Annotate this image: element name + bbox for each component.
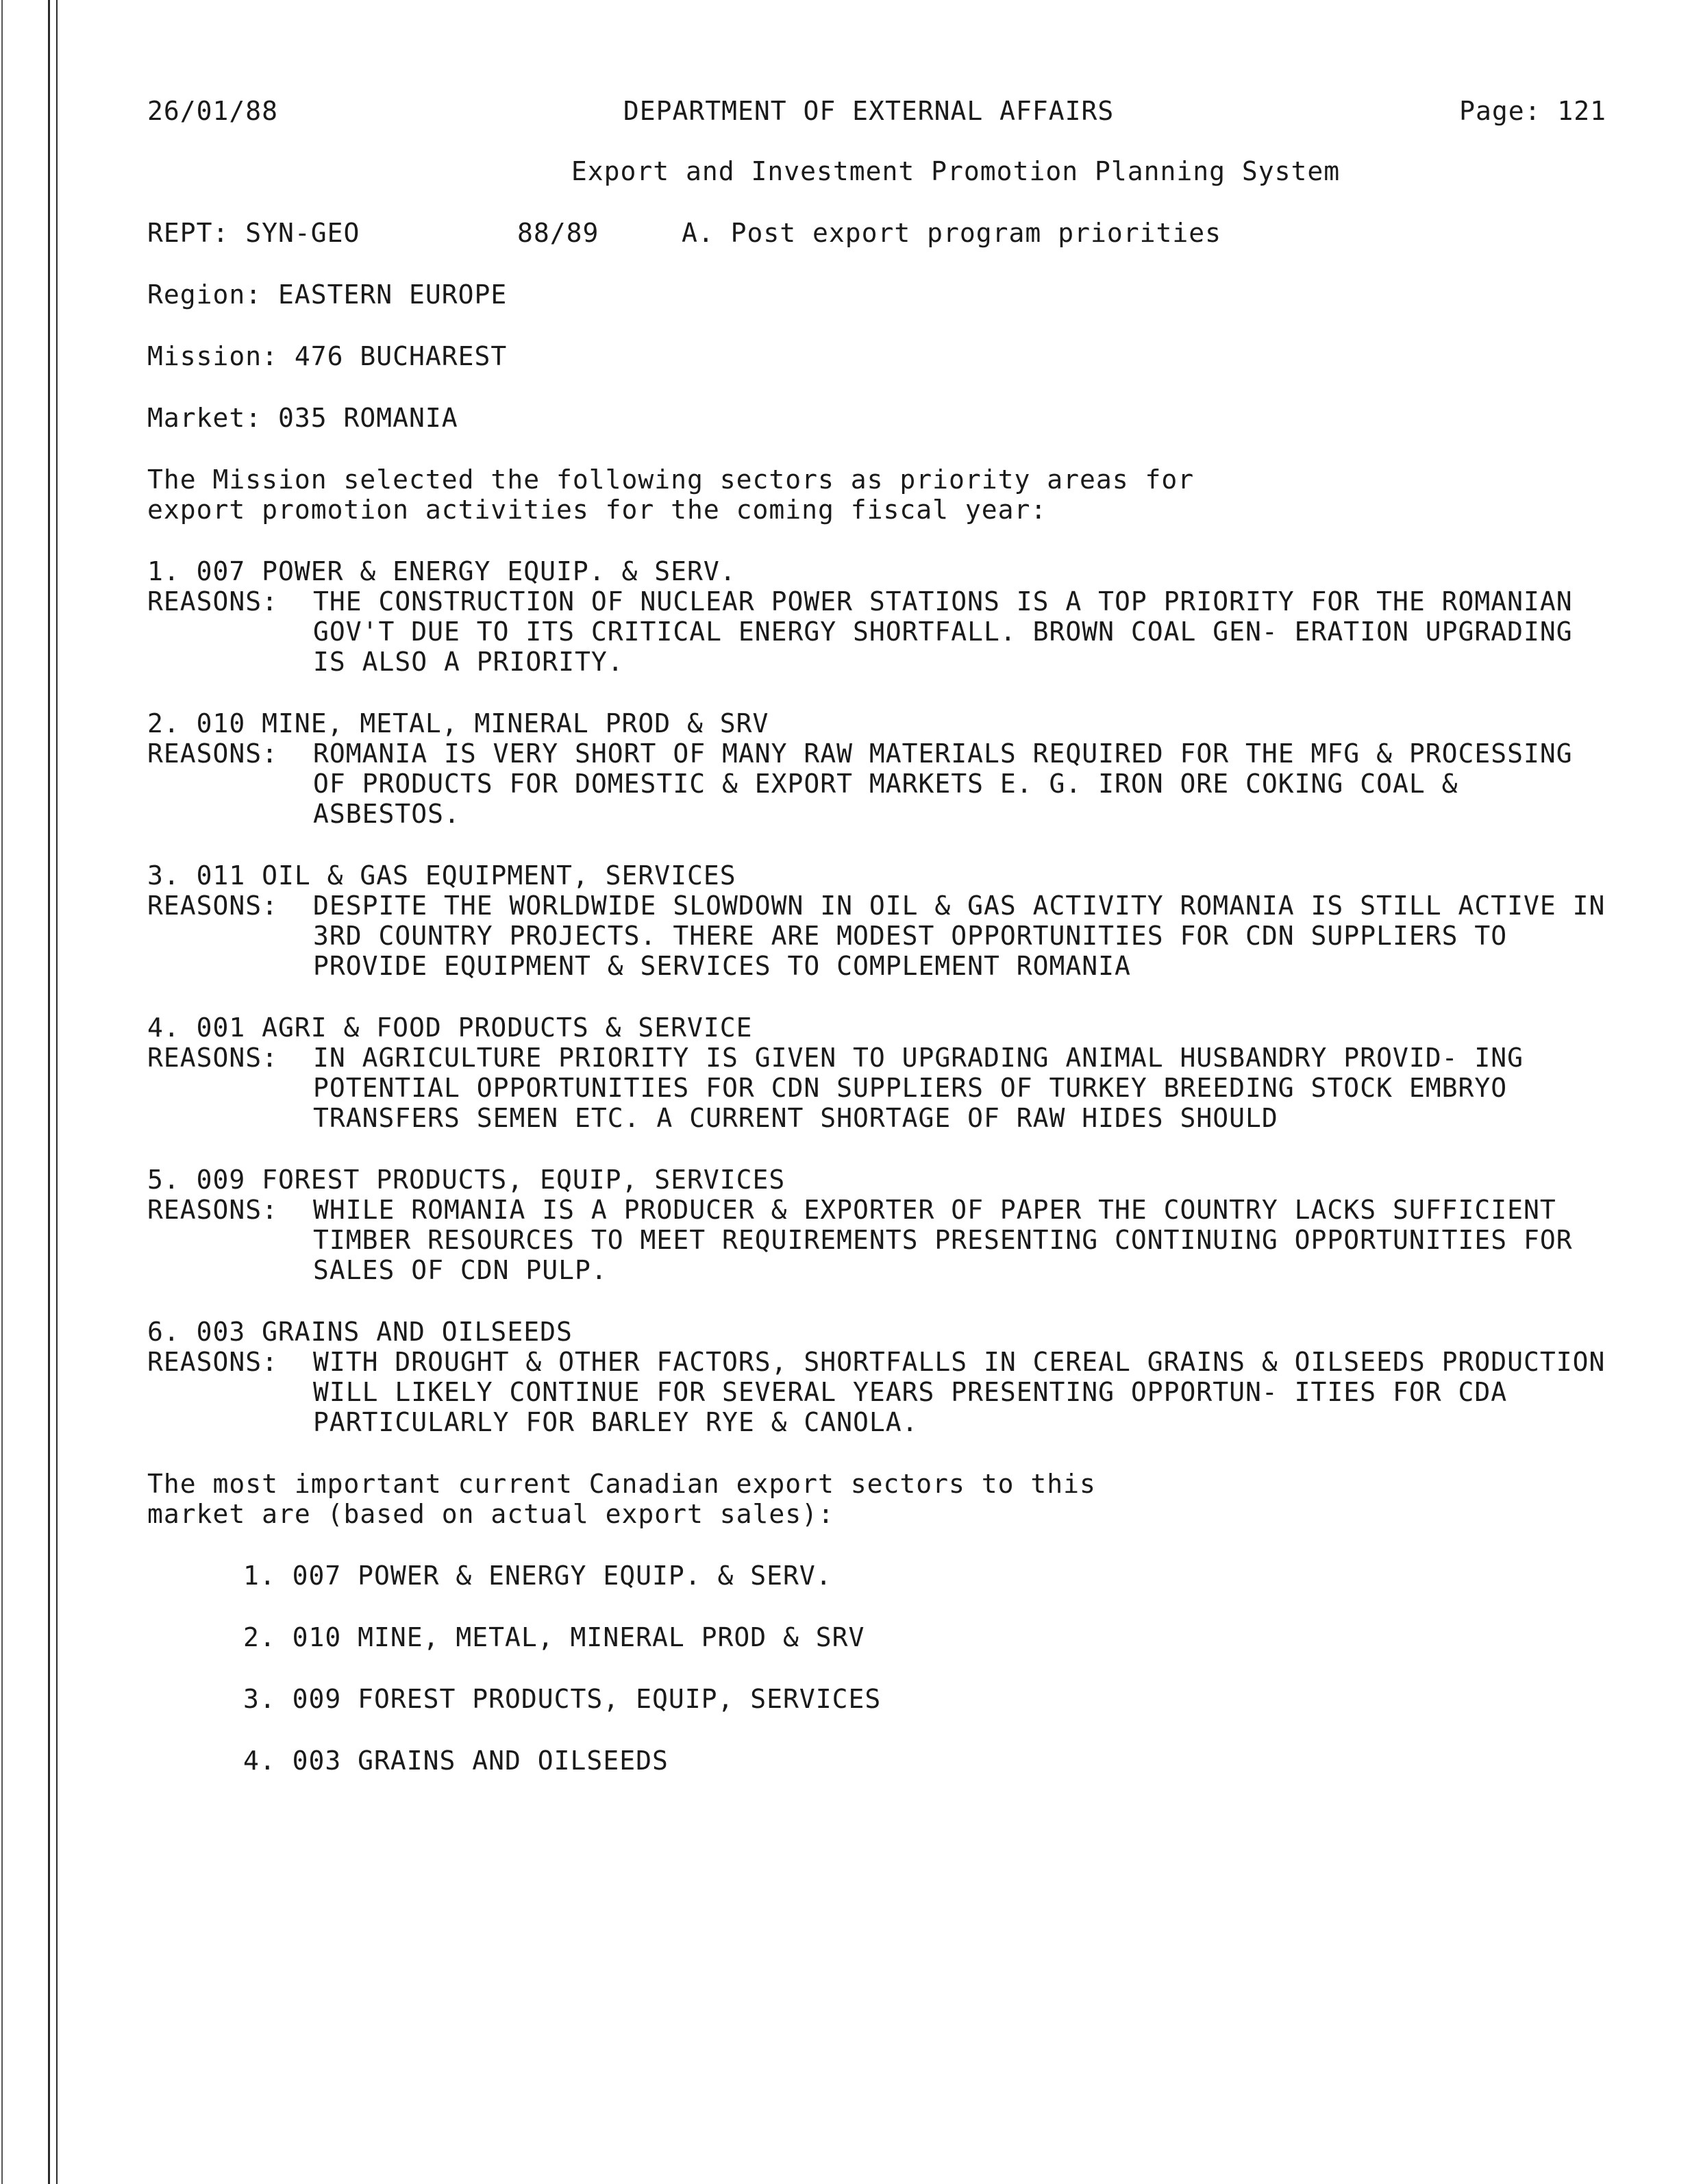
sector-reasons <box>147 1195 1606 1285</box>
report-line <box>147 218 1606 248</box>
reasons-label: REASONS: <box>147 586 279 617</box>
sector-list <box>147 556 1606 1437</box>
report-code: REPT: SYN-GEO <box>147 218 360 248</box>
sector-item <box>147 1317 1606 1437</box>
reasons-label: REASONS: <box>147 891 279 921</box>
market-field: Market: 035 ROMANIA <box>147 403 458 433</box>
department-title: DEPARTMENT OF EXTERNAL AFFAIRS <box>623 96 1115 126</box>
report-title: A. Post export program priorities <box>682 218 1221 248</box>
sector-item <box>147 708 1606 829</box>
export-sector-item: 2. 010 MINE, METAL, MINERAL PROD & SRV <box>243 1622 865 1652</box>
export-sector-list <box>147 1561 1606 1776</box>
binding-line <box>48 0 50 2184</box>
sector-title: 5. 009 FOREST PRODUCTS, EQUIP, SERVICES <box>147 1165 786 1195</box>
export-sector-item: 4. 003 GRAINS AND OILSEEDS <box>243 1746 669 1776</box>
export-sector-item: 3. 009 FOREST PRODUCTS, EQUIP, SERVICES <box>243 1684 882 1714</box>
page-number: Page: 121 <box>1459 96 1606 126</box>
reasons-label: REASONS: <box>147 739 279 769</box>
reasons-text: THE CONSTRUCTION OF NUCLEAR POWER STATIONS IS A TOP PRIORITY FOR THE ROMANIAN GOV'T DUE TO ITS CRITICAL ENERGY SHORTFALL. BROWN COAL GEN- ERATION UPGRADING IS ALSO A PRIORITY. <box>313 586 1573 677</box>
sector-title: 1. 007 POWER & ENERGY EQUIP. & SERV. <box>147 556 736 586</box>
system-title: Export and Investment Promotion Planning System <box>571 156 1341 186</box>
reasons-label: REASONS: <box>147 1043 279 1073</box>
sector-item <box>147 556 1606 677</box>
sector-title: 3. 011 OIL & GAS EQUIPMENT, SERVICES <box>147 860 736 891</box>
reasons-label: REASONS: <box>147 1195 279 1225</box>
binding-line-inner <box>56 0 58 2184</box>
sector-title: 2. 010 MINE, METAL, MINERAL PROD & SRV <box>147 708 769 739</box>
reasons-text: DESPITE THE WORLDWIDE SLOWDOWN IN OIL & GAS ACTIVITY ROMANIA IS STILL ACTIVE IN 3RD COUNTRY PROJECTS. THERE ARE MODEST OPPORTUNITIES FOR CDN SUPPLIERS TO PROVIDE EQUIPMENT & SERVICES TO COMPLEMENT ROMANIA <box>313 891 1606 981</box>
reasons-text: WHILE ROMANIA IS A PRODUCER & EXPORTER OF PAPER THE COUNTRY LACKS SUFFICIENT TIMBER RESOURCES TO MEET REQUIREMENTS PRESENTING CONTINUING OPPORTUNITIES FOR SALES OF CDN PULP. <box>313 1195 1573 1285</box>
sector-item <box>147 1013 1606 1133</box>
reasons-text: IN AGRICULTURE PRIORITY IS GIVEN TO UPGRADING ANIMAL HUSBANDRY PROVID- ING POTENTIAL OPPORTUNITIES FOR CDN SUPPLIERS OF TURKEY BREEDING STOCK EMBRYO TRANSFERS SEMEN ETC. A CURRENT SHORTAGE OF RAW HIDES SHOULD <box>313 1043 1524 1133</box>
sector-reasons <box>147 891 1606 981</box>
sector-reasons <box>147 1347 1606 1437</box>
sector-title: 6. 003 GRAINS AND OILSEEDS <box>147 1317 573 1347</box>
sector-item <box>147 1165 1606 1285</box>
sector-reasons <box>147 1043 1606 1133</box>
region-field: Region: EASTERN EUROPE <box>147 280 508 310</box>
page-header <box>147 96 1606 126</box>
mission-field: Mission: 476 BUCHAREST <box>147 341 508 371</box>
sector-title: 4. 001 AGRI & FOOD PRODUCTS & SERVICE <box>147 1013 753 1043</box>
sector-reasons <box>147 586 1606 677</box>
fiscal-year: 88/89 <box>517 218 599 248</box>
reasons-text: ROMANIA IS VERY SHORT OF MANY RAW MATERIALS REQUIRED FOR THE MFG & PROCESSING OF PRODUCTS FOR DOMESTIC & EXPORT MARKETS E. G. IRON ORE COKING COAL & ASBESTOS. <box>313 739 1573 829</box>
document-page <box>147 96 1606 1807</box>
export-sector-item: 1. 007 POWER & ENERGY EQUIP. & SERV. <box>243 1561 832 1591</box>
intro-paragraph: The Mission selected the following sectors as priority areas for export promotion activities for the coming fiscal year: <box>147 464 1195 525</box>
sector-item <box>147 860 1606 981</box>
scan-edge-line <box>1 0 3 2184</box>
reasons-text: WITH DROUGHT & OTHER FACTORS, SHORTFALLS IN CEREAL GRAINS & OILSEEDS PRODUCTION WILL LIKELY CONTINUE FOR SEVERAL YEARS PRESENTING OPPORTUN- ITIES FOR CDA PARTICULARLY FOR BARLEY RYE & CANOLA. <box>313 1347 1606 1437</box>
reasons-label: REASONS: <box>147 1347 279 1377</box>
summary-paragraph: The most important current Canadian export sectors to this market are (based on actual export sales): <box>147 1469 1096 1529</box>
report-date: 26/01/88 <box>147 96 279 126</box>
sector-reasons <box>147 739 1606 829</box>
